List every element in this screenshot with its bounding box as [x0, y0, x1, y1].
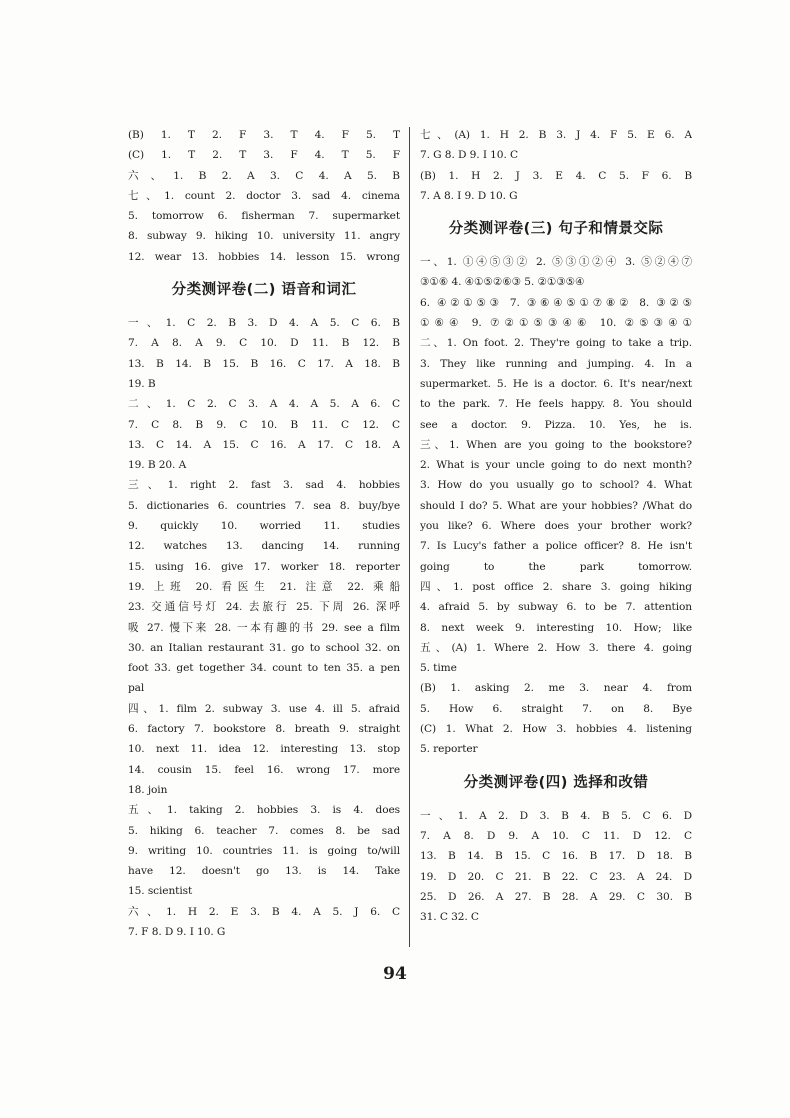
answer-line: 10. next 11. idea 12. interesting 13. stop	[128, 743, 400, 756]
page-number: 94	[383, 964, 407, 984]
answer-line: 四、1. film 2. subway 3. use 4. ill 5. afraid	[128, 702, 400, 715]
answer-line: 13. C 14. A 15. C 16. A 17. C 18. A	[128, 438, 400, 451]
answer-line: (B) 1. H 2. J 3. E 4. C 5. F 6. B	[420, 169, 692, 182]
answer-line: 5. How 6. straight 7. on 8. Bye	[420, 702, 692, 715]
answer-line: 2. What is your uncle going to do next month?	[420, 459, 692, 472]
answer-line: 六、1. B 2. A 3. C 4. A 5. B	[128, 169, 400, 182]
answer-line: 六、1. H 2. E 3. B 4. A 5. J 6. C	[128, 905, 400, 918]
answer-line: 一、1. ①④⑤③② 2. ⑤③①②④ 3. ⑤②④⑦	[420, 256, 692, 269]
answer-line: 25. D 26. A 27. B 28. A 29. C 30. B	[420, 890, 692, 903]
answer-line: 5. dictionaries 6. countries 7. sea 8. buy/bye	[128, 499, 400, 512]
answer-line: 5. hiking 6. teacher 7. comes 8. be sad	[128, 824, 400, 837]
answer-line: should I do? 5. What are your hobbies? /What do	[420, 499, 692, 512]
answer-line: 12. wear 13. hobbies 14. lesson 15. wrong	[128, 250, 400, 263]
answer-line: 12. watches 13. dancing 14. running	[128, 540, 400, 553]
section-heading: 分类测评卷(三) 句子和情景交际	[448, 221, 664, 238]
answer-line: 四、1. post office 2. share 3. going hiking	[420, 580, 692, 593]
answer-line: 7. A 8. I 9. D 10. G	[420, 189, 518, 202]
answer-line: 30. an Italian restaurant 31. go to school 32. on	[128, 641, 400, 654]
answer-line: 五、1. taking 2. hobbies 3. is 4. does	[128, 804, 400, 817]
answer-line: 19. 上班 20. 看医生 21. 注意 22. 乘船	[128, 580, 400, 593]
answer-line: 18. join	[128, 783, 168, 796]
answer-line: 5. tomorrow 6. fisherman 7. supermarket	[128, 210, 400, 223]
answer-line: ③①⑥ 4. ④①⑤②⑥③ 5. ②①③⑤④	[420, 276, 585, 289]
answer-line: 二、1. C 2. C 3. A 4. A 5. A 6. C	[128, 398, 400, 411]
answer-line: 一、1. C 2. B 3. D 4. A 5. C 6. B	[128, 317, 400, 330]
answer-line: 七、(A) 1. H 2. B 3. J 4. F 5. E 6. A	[420, 129, 692, 141]
answer-line: 6. factory 7. bookstore 8. breath 9. straight	[128, 723, 400, 736]
answer-line: 15. scientist	[128, 885, 193, 898]
answer-line: 6. ④②①⑤③ 7. ③⑥④⑤①⑦⑧② 8. ③②⑤	[420, 296, 692, 309]
answer-line: 19. B	[128, 377, 156, 390]
answer-line: see a doctor. 9. Pizza. 10. Yes, he is.	[420, 418, 692, 431]
right-answer-column	[420, 125, 692, 927]
answer-line: 三、1. When are you going to the bookstore?	[420, 438, 692, 451]
answer-line: you like? 6. Where does your brother work?	[420, 520, 692, 533]
answer-line: 五、(A) 1. Where 2. How 3. there 4. going	[420, 641, 692, 654]
answer-line: foot 33. get together 34. count to ten 35. a pen	[128, 662, 400, 675]
answer-line: 23. 交通信号灯 24. 去旅行 25. 下周 26. 深呼	[128, 601, 400, 614]
answer-line: ①⑥④ 9. ⑦②①⑤③④⑥ 10. ②⑤③④①	[420, 317, 692, 330]
answer-line: supermarket. 5. He is a doctor. 6. It's near/next	[420, 377, 692, 390]
answer-line: 13. B 14. B 15. C 16. B 17. D 18. B	[420, 850, 692, 863]
answer-line: 9. quickly 10. worried 11. studies	[128, 520, 400, 533]
answer-line: 5. time	[420, 662, 457, 675]
answer-line: 19. D 20. C 21. B 22. C 23. A 24. D	[420, 870, 692, 883]
answer-line: to the park. 7. He feels happy. 8. You should	[420, 398, 692, 411]
answer-line: 吸 27. 慢下来 28. 一本有趣的书 29. see a film	[128, 621, 400, 634]
answer-line: (B) 1. asking 2. me 3. near 4. from	[420, 682, 692, 695]
answer-line: pal	[128, 682, 145, 695]
answer-line: 14. cousin 15. feel 16. wrong 17. more	[128, 763, 400, 776]
answer-line: 7. F 8. D 9. I 10. G	[128, 925, 226, 938]
answer-line: 13. B 14. B 15. B 16. C 17. A 18. B	[128, 357, 400, 370]
column-divider	[409, 127, 410, 947]
answer-line: going to the park tomorrow.	[420, 560, 692, 573]
answer-line: 15. using 16. give 17. worker 18. reporter	[128, 560, 400, 573]
answer-line: (C) 1. What 2. How 3. hobbies 4. listening	[420, 723, 692, 736]
answer-line: 3. They like running and jumping. 4. In a	[420, 357, 692, 370]
answer-line: 9. writing 10. countries 11. is going to/will	[128, 844, 400, 857]
answer-line: 4. afraid 5. by subway 6. to be 7. attention	[420, 601, 692, 614]
answer-line: 8. next week 9. interesting 10. How; like	[420, 621, 692, 634]
answer-line: 7. A 8. A 9. C 10. D 11. B 12. B	[128, 337, 400, 350]
answer-line: 三、1. right 2. fast 3. sad 4. hobbies	[128, 479, 400, 492]
answer-line: 7. Is Lucy's father a police officer? 8. He isn't	[420, 540, 692, 553]
section-heading: 分类测评卷(二) 语音和词汇	[171, 282, 357, 299]
answer-line: 7. G 8. D 9. I 10. C	[420, 149, 518, 162]
answer-line: 7. A 8. D 9. A 10. C 11. D 12. C	[420, 829, 692, 842]
answer-line: 一、1. A 2. D 3. B 4. B 5. C 6. D	[420, 809, 692, 822]
answer-line: 19. B 20. A	[128, 459, 187, 472]
answer-line: (C) 1. T 2. T 3. F 4. T 5. F	[128, 149, 400, 162]
answer-line: (B) 1. T 2. F 3. T 4. F 5. T	[128, 129, 400, 141]
answer-line: 31. C 32. C	[420, 911, 479, 924]
answer-line: 3. How do you usually go to school? 4. What	[420, 479, 692, 492]
answer-line: 8. subway 9. hiking 10. university 11. angry	[128, 230, 400, 243]
answer-line: 7. C 8. B 9. C 10. B 11. C 12. C	[128, 418, 400, 431]
section-heading: 分类测评卷(四) 选择和改错	[463, 774, 649, 791]
answer-line: have 12. doesn't go 13. is 14. Take	[128, 865, 400, 878]
answer-line: 七、1. count 2. doctor 3. sad 4. cinema	[128, 189, 400, 202]
left-answer-column	[128, 125, 400, 942]
answer-line: 二、1. On foot. 2. They're going to take a trip.	[420, 337, 692, 350]
answer-line: 5. reporter	[420, 743, 478, 756]
